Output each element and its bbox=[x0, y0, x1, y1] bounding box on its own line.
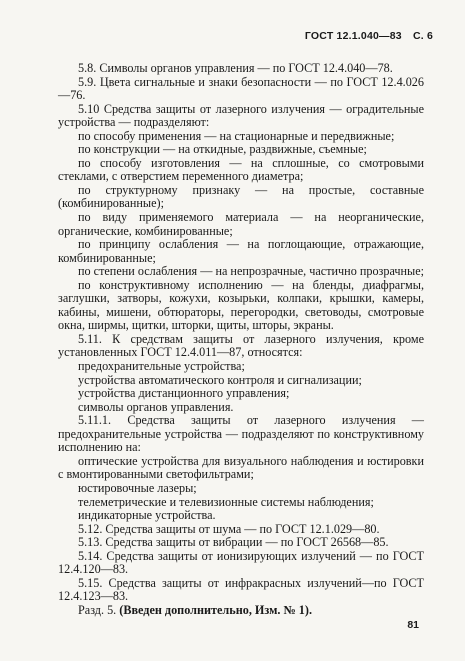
standard-number: ГОСТ 12.1.040—83 bbox=[304, 30, 402, 42]
list-item: юстировочные лазеры; bbox=[78, 480, 197, 495]
paragraph: 5.13. Средства защиты от вибрации — по ГОСТ 26568—85. bbox=[78, 535, 389, 550]
list-item: по структурному признаку — на простые, составные (комбинированные); bbox=[58, 182, 424, 211]
amendment-text: (Введен дополнительно, Изм. № 1). bbox=[119, 602, 313, 617]
paragraph: 5.10 Средства защиты от лазерного излучения — оградительные устройства — подразделяют: bbox=[58, 101, 424, 130]
paragraph: 5.14. Средства защиты от ионизирующих излучений — по ГОСТ 12.4.120—83. bbox=[58, 548, 424, 577]
list-item: по степени ослабления — на непрозрачные, частично прозрачные; bbox=[78, 264, 425, 279]
list-item: индикаторные устройства. bbox=[78, 508, 216, 523]
paragraph: 5.8. Символы органов управления — по ГОСТ 12.4.040—78. bbox=[78, 61, 393, 75]
list-item: по принципу ослабления — на поглощающие, отражающие, комбинированные; bbox=[58, 237, 424, 265]
list-item: устройства автоматического контроля и сигнализации; bbox=[78, 372, 362, 387]
list-item: телеметрические и телевизионные системы наблюдения; bbox=[78, 494, 374, 509]
paragraph: 5.11. К средствам защиты от лазерного излучения, кроме установленных ГОСТ 12.4.011—87, относятся: bbox=[58, 331, 424, 360]
list-item: по виду применяемого материала — на неорганические, органические, комбинированные; bbox=[58, 210, 424, 238]
amendment-prefix: Разд. 5. bbox=[78, 602, 120, 617]
list-item: по способу применения — на стационарные и передвижные; bbox=[78, 128, 395, 143]
list-item: предохранительные устройства; bbox=[78, 359, 245, 374]
list-item: по конструкции — на откидные, раздвижные, съемные; bbox=[78, 142, 367, 157]
page-folio: 81 bbox=[407, 619, 419, 631]
paragraph: 5.12. Средства защиты от шума — по ГОСТ 12.1.029—80. bbox=[78, 521, 380, 536]
running-header bbox=[305, 30, 433, 42]
paragraph: 5.11.1. Средства защиты от лазерного излучения — предохранительные устройства — подразделяют по конструктивному исполнению на: bbox=[58, 413, 424, 455]
list-item: оптические устройства для визуального наблюдения и юстировки с вмонтированными светофильтрами; bbox=[58, 453, 424, 482]
list-item: по способу изготовления — на сплошные, со смотровыми стеклами, с отверстием переменного диаметра; bbox=[58, 155, 424, 184]
list-item: символы органов управления. bbox=[78, 399, 234, 414]
list-item: устройства дистанционного управления; bbox=[78, 386, 290, 401]
paragraph: 5.15. Средства защиты от инфракрасных излучений—по ГОСТ 12.4.123—83. bbox=[58, 575, 424, 604]
amendment-note bbox=[58, 604, 424, 618]
paragraph: 5.9. Цвета сигнальные и знаки безопасности — по ГОСТ 12.4.026—76. bbox=[58, 74, 424, 103]
page-number-header: С. 6 bbox=[412, 30, 433, 42]
list-item: по конструктивному исполнению — на бленды, диафрагмы, заглушки, затворы, кожухи, козырьки, колпаки, крышки, камеры, кабины, мишени, обтюраторы, перегородки, световоды, смотровые окна, ширмы, щитки, шторки, щиты, шторы, экраны. bbox=[58, 277, 424, 333]
document-body bbox=[58, 62, 424, 617]
